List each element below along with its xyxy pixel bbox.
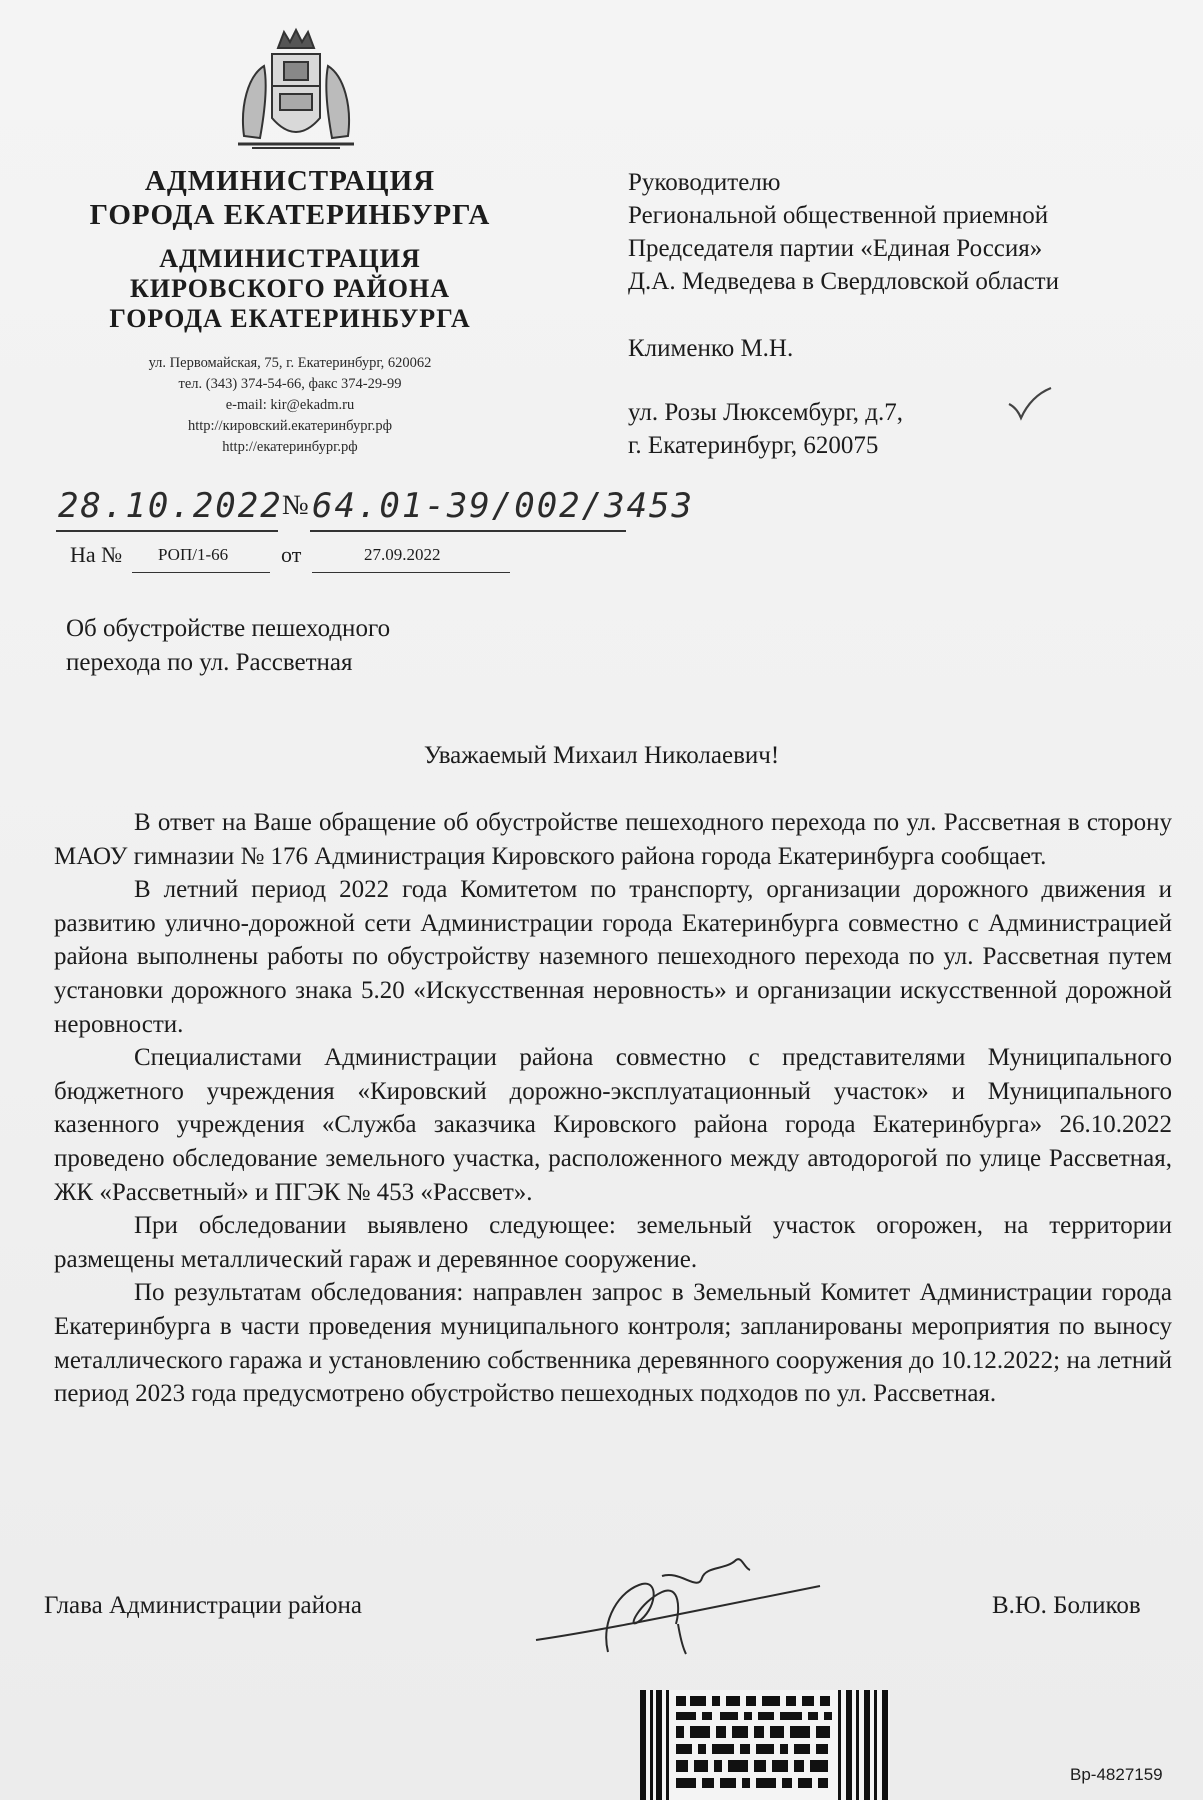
- contact-website-city: http://екатеринбург.рф: [222, 439, 358, 455]
- paragraph: При обследовании выявлено следующее: земельный участок огорожен, на территории размещены металлический гараж и деревянное сооружение.: [54, 1212, 1172, 1273]
- handwritten-signature: [530, 1540, 830, 1660]
- reference-number: РОП/1-66: [158, 545, 229, 564]
- department-name: АДМИНИСТРАЦИЯ КИРОВСКОГО РАЙОНА ГОРОДА ЕКАТЕРИНБУРГА: [109, 244, 471, 333]
- reference-label: На №: [70, 542, 123, 567]
- salutation: Уважаемый Михаил Николаевич!: [423, 742, 780, 769]
- checkmark-icon: [1005, 384, 1055, 422]
- 2d-barcode-icon: [640, 1690, 890, 1800]
- paragraph: По результатам обследования: направлен запрос в Земельный Комитет Администрации города Екатеринбурга в части проведения муниципального контроля; запланированы мероприятия по выносу металлического гаража и установлению собственника деревянного сооружения до 10.12.2022; на летний период 2023 года предусмотрено обустройство пешеходных подходов по ул. Рассветная.: [54, 1279, 1172, 1408]
- paragraph: В летний период 2022 года Комитетом по транспорту, организации дорожного движения и развитию улично-дорожной сети Администрации города Екатеринбурга совместно с Администрацией района выполнены работы по обустройству наземного пешеходного перехода по ул. Рассветная путем установки дорожного знака 5.20 «Искусственная неровность» и организации искусственной дорожной неровности.: [54, 876, 1172, 1038]
- addressee-address: ул. Розы Люксембург, д.7, г. Екатеринбург, 620075: [628, 399, 903, 459]
- city-coat-of-arms-icon: [234, 26, 358, 156]
- contact-address: ул. Первомайская, 75, г. Екатеринбург, 620062: [148, 355, 432, 371]
- addressee-name: Клименко М.Н.: [628, 335, 794, 362]
- reference-date: 27.09.2022: [364, 545, 441, 564]
- letter-subject: Об обустройстве пешеходного перехода по ул. Рассветная: [66, 615, 391, 676]
- letter-body: [54, 806, 1172, 1411]
- addressee-position: Руководителю Региональной общественной приемной Председателя партии «Единая Россия» Д.А. Медведева в Свердловской области: [628, 169, 1059, 295]
- registration-number: 64.01-39/002/3453: [312, 486, 694, 526]
- registration-number-sign: №: [282, 490, 309, 521]
- contact-email: e-mail: kir@ekadm.ru: [225, 397, 355, 413]
- document-id: Вр-4827159: [1070, 1765, 1163, 1784]
- contact-phone: тел. (343) 374-54-66, факс 374-29-99: [178, 376, 402, 392]
- org-name: АДМИНИСТРАЦИЯ ГОРОДА ЕКАТЕРИНБУРГА: [89, 165, 491, 231]
- contact-website-district: http://кировский.екатеринбург.рф: [187, 418, 393, 434]
- reference-from-label: от: [281, 542, 302, 567]
- paragraph: Специалистами Администрации района совместно с представителями Муниципального бюджетного учреждения «Кировский дорожно-эксплуатационный участок» и Муниципального казенного учреждения «Служба заказчика Кировского района города Екатеринбурга» 26.10.2022 проведено обследование земельного участка, расположенного между автодорогой по улице Рассветная, ЖК «Рассветный» и ПГЭК № 453 «Рассвет».: [54, 1044, 1172, 1206]
- signatory-title: Глава Администрации района: [44, 1592, 362, 1619]
- paragraph: В ответ на Ваше обращение об обустройстве пешеходного перехода по ул. Рассветная в сторону МАОУ гимназии № 176 Администрация Кировского района города Екатеринбурга сообщает.: [54, 809, 1172, 870]
- signatory-name: В.Ю. Боликов: [992, 1592, 1141, 1619]
- registration-date: 28.10.2022: [58, 486, 283, 526]
- org-contacts: [40, 353, 540, 458]
